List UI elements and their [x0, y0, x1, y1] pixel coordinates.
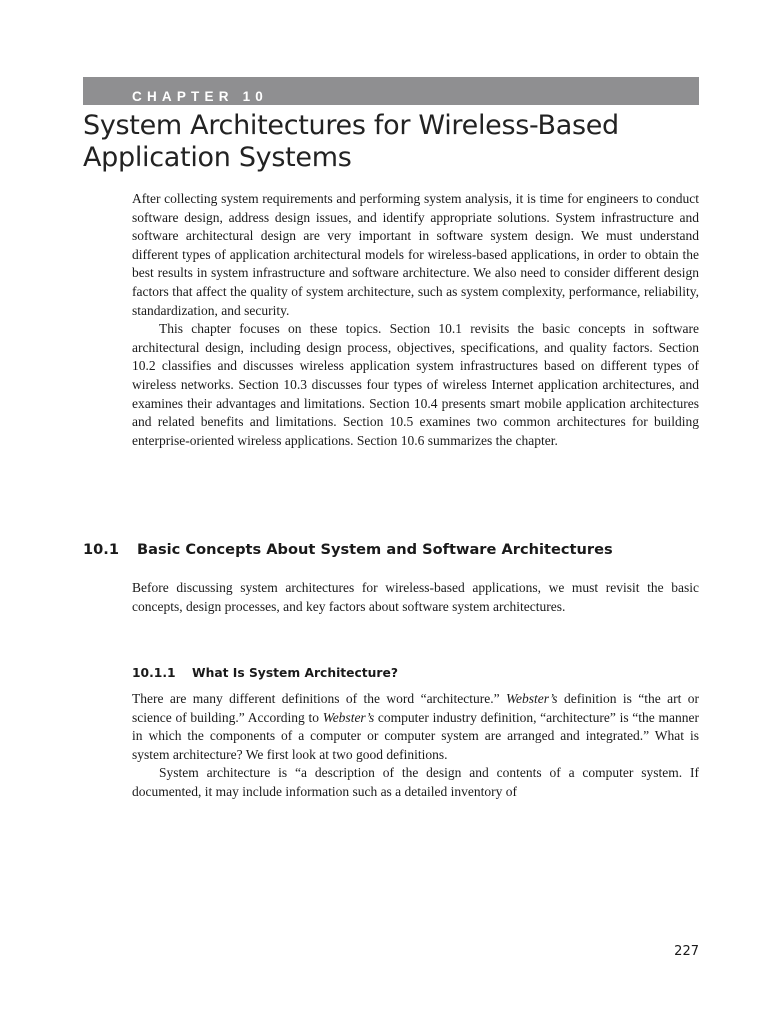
italic-webster: Webster’s	[322, 709, 375, 725]
chapter-label: CHAPTER 10	[132, 90, 269, 104]
section-paragraph-1: Before discussing system architectures for wireless-based applications, we must revisit the basic concepts, design processes, and key factors about software system architectures.	[132, 580, 699, 614]
subsection-number: 10.1.1	[132, 666, 176, 680]
subsection-paragraph-1	[132, 690, 699, 764]
intro-paragraph-1: After collecting system requirements and performing system analysis, it is time for engineers to conduct software design, address design issues, and identify appropriate solutions. System infrastructure and software architectural design are very important in software system design. We must understand different types of application architectural models for wireless-based applications, in order to obtain the best results in system infrastructure and software architecture. We also need to consider different design factors that affect the quality of system architecture, such as system complexity, performance, reliability, standardization, and security.	[132, 191, 699, 318]
subsection-title: What Is System Architecture?	[192, 666, 398, 680]
section-heading	[83, 540, 613, 560]
subsection-text	[132, 690, 699, 802]
text-run: There are many different definitions of the word “architecture.”	[132, 691, 507, 706]
page-number: 227	[674, 944, 699, 959]
intro-text	[132, 190, 699, 450]
section-number: 10.1	[83, 541, 120, 558]
subsection-heading	[132, 664, 398, 682]
italic-webster: Webster’s	[506, 691, 558, 706]
subsection-paragraph-2: System architecture is “a description of the design and contents of a computer system. If documented, it may include information such as a detailed inventory of	[132, 765, 699, 799]
section-text	[132, 579, 699, 616]
intro-paragraph-2: This chapter focuses on these topics. Section 10.1 revisits the basic concepts in software architectural design, including design process, objectives, specifications, and quality factors. Section 10.2 classifies and discusses wireless application system infrastructures based on different types of wireless networks. Section 10.3 discusses four types of wireless Internet application architectures, and examines their advantages and limitations. Section 10.4 presents smart mobile application architectures and related benefits and limitations. Section 10.5 examines two common architectures for building enterprise-oriented wireless applications. Section 10.6 summarizes the chapter.	[132, 321, 699, 448]
chapter-title: System Architectures for Wireless-Based Application Systems	[83, 110, 619, 173]
text-run: computer industry definition, “architecture” is “the manner in which the components of a computer or computer system are arranged and integrated.” What is system architecture? We first look at two good definitions.	[132, 709, 699, 762]
section-title: Basic Concepts About System and Software Architectures	[137, 541, 613, 558]
text-run: definition is “the art or science of building.” According to	[132, 691, 700, 725]
